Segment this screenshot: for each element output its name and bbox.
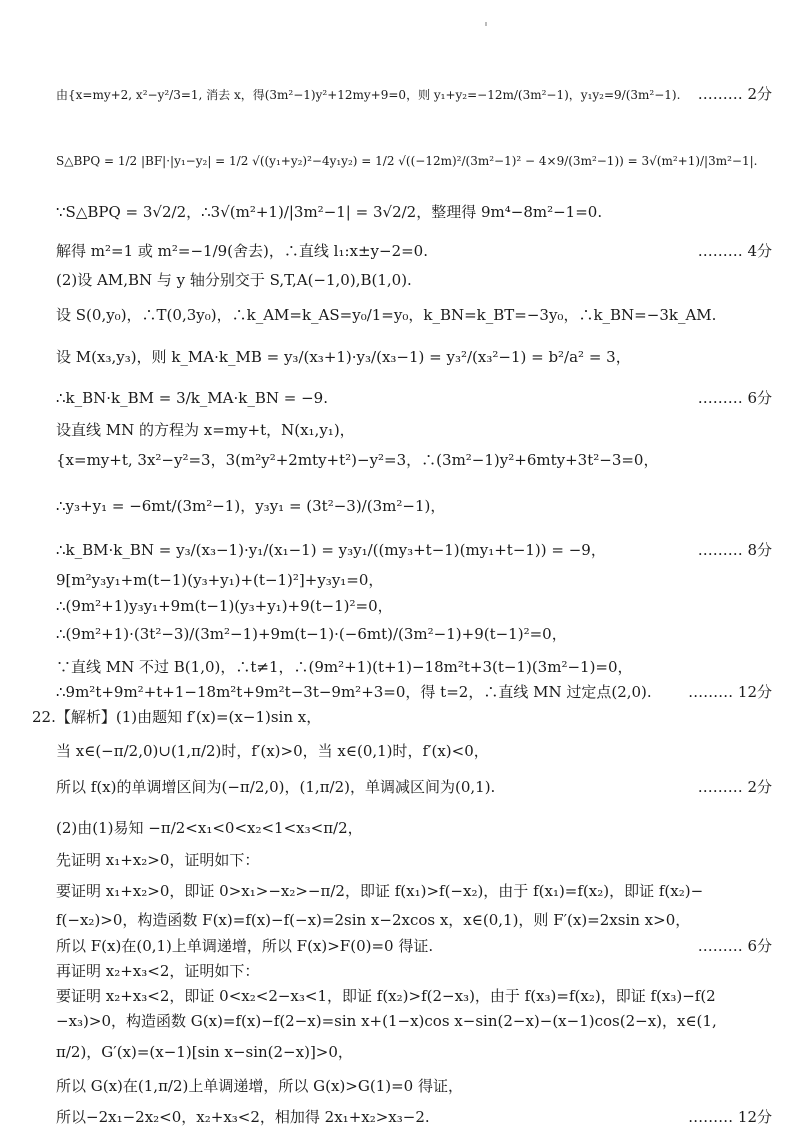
score-marker: ……… 6分 — [697, 389, 772, 407]
text-line-14: ∴(9m²+1)y₃y₁+9m(t−1)(y₃+y₁)+9(t−1)²=0， — [56, 597, 393, 615]
text-line-17: ∴9m²t+9m²+t+1−18m²t+9m²t−3t−9m²+3=0，得 t=2，∴直线 MN 过定点(2,0). ……… 12分 — [56, 683, 772, 701]
text-line-3: ∵S△BPQ = 3√2/2，∴3√(m²+1)/|3m²−1| = 3√2/2，整理得 9m⁴−8m²−1=0. — [56, 203, 603, 221]
score-marker: ……… 4分 — [697, 242, 772, 260]
text-line-5: (2)设 AM,BN 与 y 轴分别交于 S,T,A(−1,0),B(1,0). — [56, 271, 412, 289]
text-line-15: ∴(9m²+1)·(3t²−3)/(3m²−1)+9m(t−1)·(−6mt)/(3m²−1)+9(t−1)²=0， — [56, 625, 567, 643]
text-line-29: π/2)，G′(x)=(x−1)[sin x−sin(2−x)]>0， — [56, 1043, 353, 1061]
score-marker: ……… 12分 — [688, 683, 772, 701]
text-line-16: ∵直线 MN 不过 B(1,0)，∴t≠1，∴(9m²+1)(t+1)−18m²t+3(t−1)(3m²−1)=0， — [56, 658, 633, 676]
text-line-1: 由{x=my+2, x²−y²/3=1, 消去 x，得(3m²−1)y²+12my+9=0，则 y₁+y₂=−12m/(3m²−1)，y₁y₂=9/(3m²−1). ……… 2分 — [56, 85, 772, 103]
text-line-11: ∴y₃+y₁ = −6mt/(3m²−1)，y₃y₁ = (3t²−3)/(3m²−1)， — [56, 497, 446, 515]
text-line-13: 9[m²y₃y₁+m(t−1)(y₃+y₁)+(t−1)²]+y₃y₁=0， — [56, 571, 384, 589]
text-line-9: 设直线 MN 的方程为 x=my+t，N(x₁,y₁)， — [56, 421, 355, 439]
text-line-26: 再证明 x₂+x₃<2，证明如下： — [56, 962, 260, 980]
text-line-23: 要证明 x₁+x₂>0，即证 0>x₁>−x₂>−π/2，即证 f(x₁)>f(−x₂)，由于 f(x₁)=f(x₂)，即证 f(x₂)− — [56, 882, 704, 900]
text-line-12: ∴k_BM·k_BN = y₃/(x₃−1)·y₁/(x₁−1) = y₃y₁/((my₃+t−1)(my₁+t−1)) = −9， ……… 8分 — [56, 541, 772, 559]
text-line-24: f(−x₂)>0，构造函数 F(x)=f(x)−f(−x)=2sin x−2xcos x，x∈(0,1)，则 F′(x)=2xsin x>0， — [56, 911, 691, 929]
text-line-18: 22.【解析】(1)由题知 f′(x)=(x−1)sin x， — [32, 708, 322, 726]
score-marker: ……… 6分 — [697, 937, 772, 955]
text-line-7: 设 M(x₃,y₃)，则 k_MA·k_MB = y₃/(x₃+1)·y₃/(x₃−1) = y₃²/(x₃²−1) = b²/a² = 3， — [56, 348, 631, 366]
text-line-4: 解得 m²=1 或 m²=−1/9(舍去)，∴直线 l₁:x±y−2=0. ……… 4分 — [56, 242, 772, 260]
text-line-6: 设 S(0,y₀)，∴T(0,3y₀)，∴k_AM=k_AS=y₀/1=y₀，k_BN=k_BT=−3y₀，∴k_BN=−3k_AM. — [56, 306, 717, 324]
text-line-27: 要证明 x₂+x₃<2，即证 0<x₂<2−x₃<1，即证 f(x₂)>f(2−x₃)，由于 f(x₃)=f(x₂)，即证 f(x₃)−f(2 — [56, 987, 716, 1005]
text-line-31: 所以−2x₁−2x₂<0，x₂+x₃<2，相加得 2x₁+x₂>x₃−2. ……… 12分 — [56, 1108, 772, 1126]
text-line-30: 所以 G(x)在(1,π/2)上单调递增，所以 G(x)>G(1)=0 得证， — [56, 1077, 463, 1095]
text-line-10: {x=my+t, 3x²−y²=3，3(m²y²+2mty+t²)−y²=3，∴(3m²−1)y²+6mty+3t²−3=0， — [56, 451, 659, 469]
scan-mark — [485, 22, 487, 26]
text-line-8: ∴k_BN·k_BM = 3/k_MA·k_BN = −9. ……… 6分 — [56, 389, 772, 407]
text-line-28: −x₃)>0，构造函数 G(x)=f(x)−f(2−x)=sin x+(1−x)cos x−sin(2−x)−(x−1)cos(2−x)，x∈(1, — [56, 1012, 717, 1030]
text-line-2: S△BPQ = 1/2 |BF|·|y₁−y₂| = 1/2 √((y₁+y₂)²−4y₁y₂) = 1/2 √((−12m)²/(3m²−1)² − 4×9/(3m²−1)) = 3√(m²+1)/|3m²−1|. — [56, 154, 758, 168]
score-marker: ……… 12分 — [688, 1108, 772, 1126]
score-marker: ……… 2分 — [697, 778, 772, 796]
text-line-20: 所以 f(x)的单调增区间为(−π/2,0)，(1,π/2)，单调减区间为(0,1). ……… 2分 — [56, 778, 772, 796]
text-line-25: 所以 F(x)在(0,1)上单调递增，所以 F(x)>F(0)=0 得证. ……… 6分 — [56, 937, 772, 955]
score-marker: ……… 8分 — [697, 541, 772, 559]
text-line-22: 先证明 x₁+x₂>0，证明如下： — [56, 851, 260, 869]
score-marker: ……… 2分 — [697, 85, 772, 103]
text-line-19: 当 x∈(−π/2,0)∪(1,π/2)时，f′(x)>0，当 x∈(0,1)时，f′(x)<0， — [56, 742, 489, 760]
text-line-21: (2)由(1)易知 −π/2<x₁<0<x₂<1<x₃<π/2， — [56, 819, 363, 837]
